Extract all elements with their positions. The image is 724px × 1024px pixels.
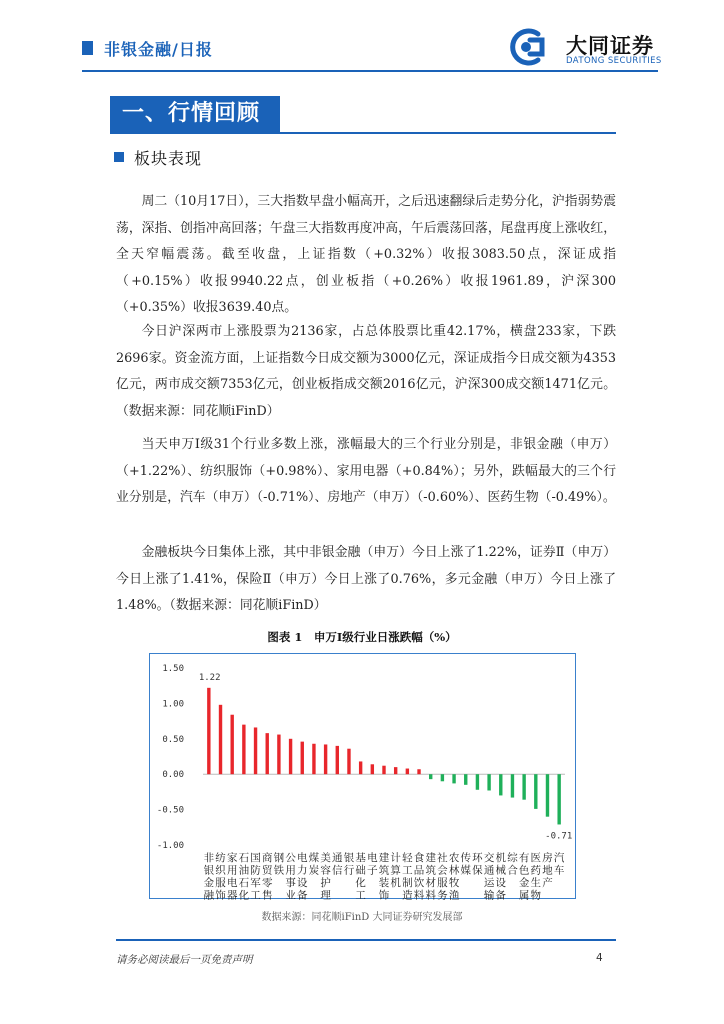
category-label: 车 (553, 864, 565, 877)
header-mark (82, 41, 93, 55)
footer-rule (116, 939, 616, 941)
category-label: 融 (203, 889, 215, 900)
category-label: 工 (355, 889, 366, 900)
category-label: 交 (483, 852, 495, 864)
bar-交通运输 (487, 774, 490, 790)
category-label: 造 (402, 889, 413, 900)
category-label: 料 (425, 889, 436, 900)
category-label: 备 (297, 889, 308, 900)
data-label-max: 1.22 (198, 672, 221, 683)
category-label: 美 (320, 852, 331, 864)
category-label: 牧 (448, 877, 460, 889)
y-tick-label: -0.50 (156, 805, 184, 816)
category-label: 信 (332, 864, 343, 877)
bar-基础化工 (359, 761, 362, 774)
bar-食品饮料 (417, 769, 420, 774)
category-label: 炭 (308, 864, 320, 877)
bar-计算机 (394, 767, 397, 774)
category-label: 油 (238, 864, 250, 877)
category-label: 机 (390, 877, 401, 889)
category-label: 容 (320, 864, 331, 877)
category-label: 生 (530, 877, 542, 889)
bar-通信 (336, 746, 339, 774)
category-label: 通 (483, 864, 495, 877)
category-label: 机 (495, 852, 507, 864)
category-label: 石 (238, 852, 250, 864)
category-label: 电 (367, 852, 378, 864)
bar-纺织服饰 (219, 705, 222, 774)
category-label: 房 (542, 852, 553, 864)
bar-石油石化 (242, 725, 245, 775)
bar-汽车 (557, 774, 560, 824)
industry-change-chart (149, 653, 576, 899)
category-label: 会 (437, 864, 448, 877)
category-label: 色 (518, 864, 530, 877)
category-label: 用 (285, 864, 296, 877)
category-label: 子 (367, 864, 378, 877)
bar-传媒 (464, 774, 467, 785)
category-label: 金 (518, 877, 530, 889)
category-label: 饮 (413, 877, 425, 889)
category-label: 公 (285, 852, 296, 864)
category-label: 贸 (261, 864, 273, 877)
brand-name-english: DATONG SECURITIES (566, 56, 662, 66)
category-label: 饰 (378, 889, 390, 900)
category-label: 用 (226, 864, 238, 877)
category-label: 械 (495, 864, 507, 877)
bar-煤炭 (312, 744, 315, 774)
section-rule (110, 132, 616, 134)
category-label: 环 (472, 852, 483, 864)
category-label: 铁 (273, 864, 285, 877)
category-label: 建 (425, 852, 436, 864)
category-label: 事 (285, 877, 296, 889)
category-label: 器 (226, 889, 238, 900)
bar-家用电器 (230, 715, 233, 774)
page-number: 4 (596, 952, 603, 964)
category-label: 业 (285, 889, 296, 900)
category-label: 药 (530, 864, 542, 877)
category-label: 计 (390, 852, 401, 864)
category-label: 制 (402, 877, 413, 889)
category-label: 纺 (215, 852, 226, 864)
category-label: 商 (261, 852, 273, 864)
category-label: 算 (390, 864, 401, 877)
category-label: 电 (297, 852, 308, 864)
category-label: 渔 (448, 889, 460, 900)
category-label: 金 (203, 877, 215, 889)
category-label: 备 (495, 889, 507, 900)
category-label: 力 (297, 864, 308, 877)
category-label: 础 (355, 864, 366, 877)
y-tick-label: 0.50 (162, 734, 184, 745)
category-label: 保 (472, 864, 483, 877)
category-label: 理 (320, 889, 331, 900)
paragraph-market-summary: 周二（10月17日），三大指数早盘小幅高开，之后迅速翻绿后走势分化，沪指弱势震荡，深指、创指冲高回落；午盘三大指数再度冲高，午后震荡回落，尾盘再度上涨收红，全天窄幅震荡。截至收盘，上证指数（+0.32%）收报3083.50点，深证成指（+0.15%）收报9940.22点，创业板指（+0.26%）收报1961.89，沪深300（+0.35%）收报3639.40点。 (116, 194, 616, 315)
report-type-title: 非银金融/日报 (104, 40, 213, 59)
bar-建筑材料 (429, 774, 432, 779)
category-label: 筑 (378, 864, 390, 877)
category-label: 品 (413, 864, 425, 877)
category-label: 地 (542, 864, 553, 877)
category-label: 林 (448, 864, 460, 877)
category-label: 输 (483, 889, 495, 900)
y-tick-label: -1.00 (156, 841, 184, 851)
bar-公用事业 (289, 739, 292, 774)
category-label: 零 (261, 877, 273, 889)
bar-美容护理 (324, 744, 327, 774)
category-label: 轻 (402, 852, 413, 864)
category-label: 非 (203, 852, 215, 864)
category-label: 食 (413, 852, 425, 864)
header-rule (82, 70, 658, 72)
paragraph-breadth-turnover: 今日沪深两市上涨股票为2136家，占总体股票比重42.17%，横盘233家，下跌2696家。资金流方面，上证指数今日成交额为3000亿元，深证成指今日成交额为4353亿元，两市成交额7353亿元，创业板指成交额2016亿元，沪深300成交额1471亿元。（数据来源：同花顺iFinD） (116, 324, 616, 419)
bar-国防军工 (254, 727, 257, 774)
category-label: 料 (413, 889, 425, 900)
category-label: 合 (507, 864, 518, 877)
category-label: 工 (250, 889, 261, 900)
y-tick-label: 0.00 (162, 770, 184, 781)
bar-综合 (511, 774, 514, 797)
brand-name: 大同证券 (566, 34, 654, 58)
category-label: 社 (437, 852, 448, 864)
bar-非银金融 (207, 688, 210, 774)
paragraph-financial-sector: 金融板块今日集体上涨，其中非银金融（申万）今日上涨了1.22%，证券Ⅱ（申万）今日上涨了1.41%，保险Ⅱ（申万）今日上涨了0.76%，多元金融（申万）今日上涨了1.48%。（数据来源：同花顺iFinD） (116, 545, 616, 613)
bar-电力设备 (301, 742, 304, 775)
footer-disclaimer: 请务必阅读最后一页免责声明 (116, 954, 253, 966)
category-label: 国 (250, 852, 261, 864)
data-label-min: -0.71 (545, 831, 573, 842)
category-label: 服 (215, 877, 226, 889)
category-label: 行 (343, 864, 355, 877)
y-tick-label: 1.50 (162, 664, 184, 674)
figure-caption: 图表 1 申万Ⅰ级行业日涨跌幅（%） (267, 630, 457, 644)
category-label: 化 (355, 877, 366, 889)
bar-电子 (371, 764, 374, 774)
bar-钢铁 (277, 735, 280, 775)
category-label: 电 (226, 877, 238, 889)
category-label: 医 (530, 852, 542, 864)
bar-建筑装饰 (382, 766, 385, 774)
bar-银行 (347, 749, 350, 774)
bar-轻工制造 (406, 769, 409, 775)
category-label: 运 (483, 877, 495, 889)
category-label: 媒 (460, 864, 471, 877)
bar-商贸零售 (266, 733, 269, 774)
category-label: 家 (226, 852, 238, 864)
bar-农林牧渔 (452, 774, 455, 783)
category-label: 农 (448, 852, 460, 864)
category-label: 务 (437, 889, 448, 900)
category-label: 织 (215, 864, 226, 877)
figure-source: 数据来源：同花顺iFinD 大同证券研究发展部 (261, 912, 463, 923)
category-label: 筑 (425, 864, 436, 877)
paragraph-industry-movers: 当天申万Ⅰ级31个行业多数上涨，涨幅最大的三个行业分别是，非银金融（申万）（+1.22%）、纺织服饰（+0.98%）、家用电器（+0.84%）；另外，跌幅最大的三个行业分别是，汽车（申万）（-0.71%）、房地产（申万）（-0.60%）、医药生物（-0.49%）。 (116, 437, 616, 505)
category-label: 汽 (553, 852, 565, 864)
y-tick-label: 1.00 (162, 699, 184, 710)
subsection-mark (114, 152, 124, 162)
category-label: 工 (402, 864, 413, 877)
category-label: 售 (261, 889, 273, 900)
category-label: 银 (343, 852, 355, 864)
bar-有色金属 (522, 774, 525, 799)
category-label: 传 (460, 852, 471, 864)
bar-机械设备 (499, 774, 502, 795)
category-label: 石 (238, 877, 250, 889)
category-label: 物 (530, 889, 542, 900)
category-label: 材 (425, 877, 436, 889)
bar-环保 (476, 774, 479, 790)
category-label: 防 (250, 864, 261, 877)
category-label: 通 (332, 852, 343, 864)
bar-医药生物 (534, 774, 537, 809)
category-label: 设 (297, 877, 308, 889)
category-label: 饰 (215, 889, 226, 900)
bar-房地产 (546, 774, 549, 816)
bar-社会服务 (441, 774, 444, 781)
category-label: 服 (437, 877, 448, 889)
category-label: 护 (320, 877, 331, 889)
category-label: 基 (355, 852, 366, 864)
category-label: 产 (542, 877, 553, 889)
category-label: 属 (518, 889, 530, 900)
chart-canvas (150, 654, 577, 900)
subsection-title: 板块表现 (134, 149, 203, 168)
category-label: 建 (378, 852, 390, 864)
category-label: 装 (378, 877, 390, 889)
category-label: 煤 (308, 852, 320, 864)
category-label: 军 (250, 877, 261, 889)
category-label: 综 (507, 852, 518, 864)
category-label: 银 (203, 864, 215, 877)
category-label: 化 (238, 889, 250, 900)
category-label: 钢 (273, 852, 285, 864)
category-label: 设 (495, 877, 507, 889)
category-label: 有 (518, 852, 530, 864)
section-title: 一、行情回顾 (110, 96, 280, 132)
